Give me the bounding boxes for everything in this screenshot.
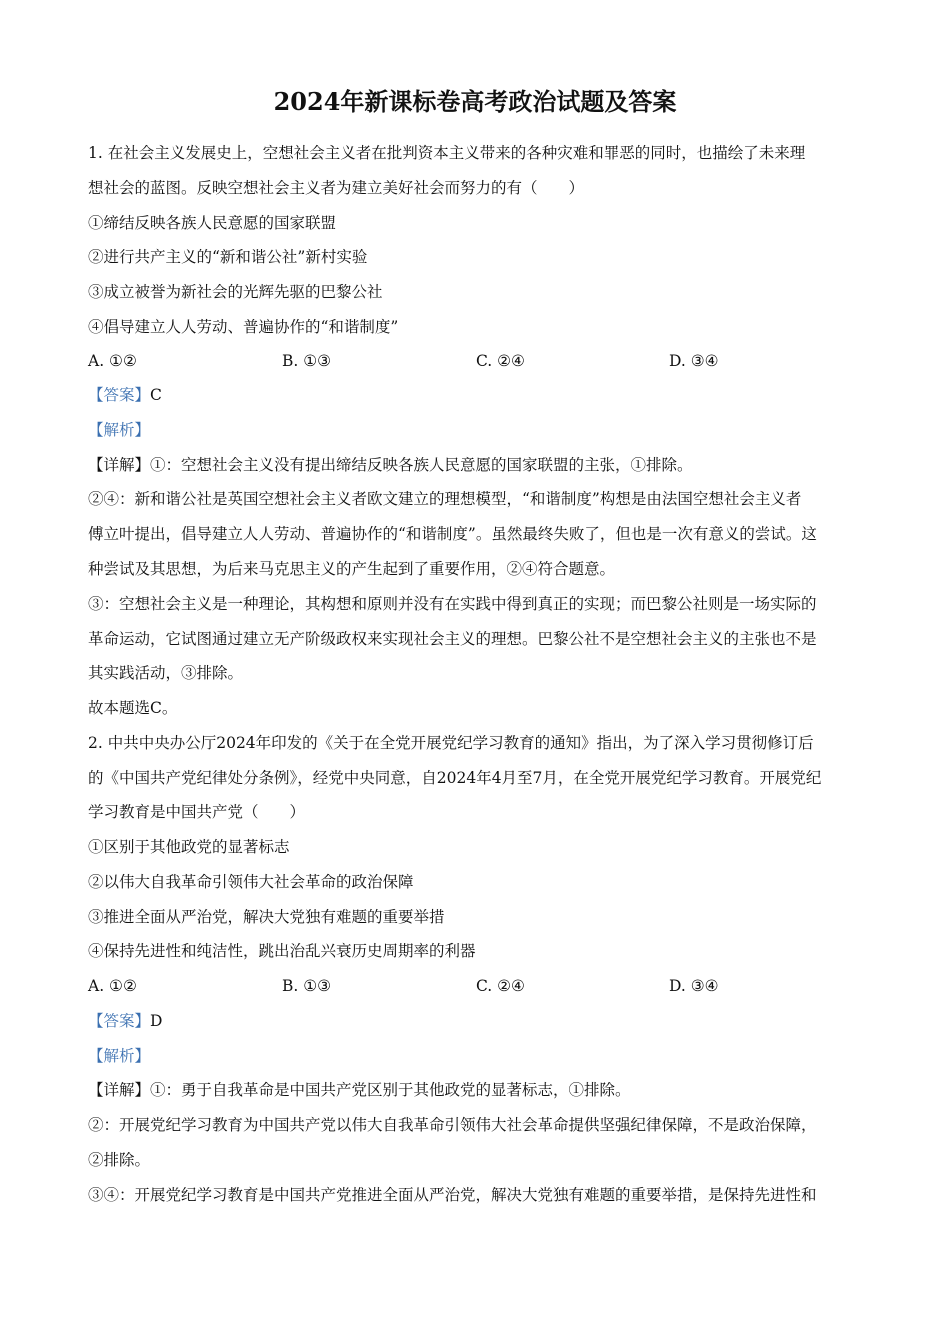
q1-detail-line-4: 种尝试及其思想，为后来马克思主义的产生起到了重要作用，②④符合题意。 (88, 560, 616, 578)
q1-item-1: ①缔结反映各族人民意愿的国家联盟 (88, 214, 337, 232)
q2-stem-line-3: 学习教育是中国共产党（ ） (88, 803, 306, 821)
q2-detail-line-4: ③④：开展党纪学习教育是中国共产党推进全面从严治党，解决大党独有难题的重要举措，是保持先进性和 (88, 1186, 817, 1204)
q2-item-4: ④保持先进性和纯洁性，跳出治乱兴衰历史周期率的利器 (88, 942, 476, 960)
q1-option-d: D. ③④ (669, 352, 719, 370)
q2-option-a: A. ①② (88, 977, 137, 995)
q2-option-c: C. ②④ (476, 977, 525, 995)
q1-item-2: ②进行共产主义的“新和谐公社”新村实验 (88, 248, 368, 266)
q1-detail-line-2: ②④：新和谐公社是英国空想社会主义者欧文建立的理想模型，“和谐制度”构想是由法国空想社会主义者 (88, 490, 802, 508)
q2-answer-tag: 【答案】 (88, 1012, 151, 1030)
q1-item-3: ③成立被誉为新社会的光辉先驱的巴黎公社 (88, 283, 383, 301)
q2-option-d: D. ③④ (669, 977, 719, 995)
q2-stem-line-1: 2. 中共中央办公厅2024年印发的《关于在全党开展党纪学习教育的通知》指出，为了深入学习贯彻修订后 (88, 734, 814, 752)
q2-answer (88, 1011, 878, 1031)
q2-stem-line-2: 的《中国共产党纪律处分条例》，经党中央同意，自2024年4月至7月，在全党开展党纪学习教育。开展党纪 (88, 769, 822, 787)
q2-item-3: ③推进全面从严治党，解决大党独有难题的重要举措 (88, 908, 445, 926)
q1-answer (88, 385, 878, 405)
q1-analysis-tag: 【解析】 (88, 421, 151, 439)
q1-detail-line-6: 革命运动，它试图通过建立无产阶级政权来实现社会主义的理想。巴黎公社不是空想社会主义的主张也不是 (88, 630, 817, 648)
q1-detail-line-1: 【详解】①：空想社会主义没有提出缔结反映各族人民意愿的国家联盟的主张，①排除。 (88, 456, 693, 474)
q1-item-4: ④倡导建立人人劳动、普遍协作的“和谐制度” (88, 318, 399, 336)
q2-option-b: B. ①③ (282, 977, 332, 995)
q1-option-a: A. ①② (88, 352, 137, 370)
q1-stem-line-1: 1. 在社会主义发展史上，空想社会主义者在批判资本主义带来的各种灾难和罪恶的同时，也描绘了未来理 (88, 144, 806, 162)
q2-item-1: ①区别于其他政党的显著标志 (88, 838, 290, 856)
q1-conclusion: 故本题选C。 (88, 699, 178, 717)
q1-option-b: B. ①③ (282, 352, 332, 370)
q2-detail-line-3: ②排除。 (88, 1151, 151, 1169)
q2-detail-line-2: ②：开展党纪学习教育为中国共产党以伟大自我革命引领伟大社会革命提供坚强纪律保障，不是政治保障， (88, 1116, 817, 1134)
q2-detail-line-1: 【详解】①：勇于自我革命是中国共产党区别于其他政党的显著标志，①排除。 (88, 1081, 631, 1099)
q1-detail-line-3: 傅立叶提出，倡导建立人人劳动、普遍协作的“和谐制度”。虽然最终失败了，但也是一次有意义的尝试。这 (88, 525, 817, 543)
q1-detail-line-7: 其实践活动，③排除。 (88, 664, 244, 682)
q1-answer-value: C (150, 386, 162, 404)
q1-option-c: C. ②④ (476, 352, 525, 370)
q1-stem-line-2: 想社会的蓝图。反映空想社会主义者为建立美好社会而努力的有（ ） (88, 179, 585, 197)
q2-item-2: ②以伟大自我革命引领伟大社会革命的政治保障 (88, 873, 414, 891)
page-title: 2024年新课标卷高考政治试题及答案 (273, 87, 677, 116)
q1-answer-tag: 【答案】 (88, 386, 151, 404)
q1-detail-line-5: ③：空想社会主义是一种理论，其构想和原则并没有在实践中得到真正的实现；而巴黎公社则是一场实际的 (88, 595, 817, 613)
q2-analysis-tag: 【解析】 (88, 1047, 151, 1065)
q2-answer-value: D (150, 1012, 163, 1030)
